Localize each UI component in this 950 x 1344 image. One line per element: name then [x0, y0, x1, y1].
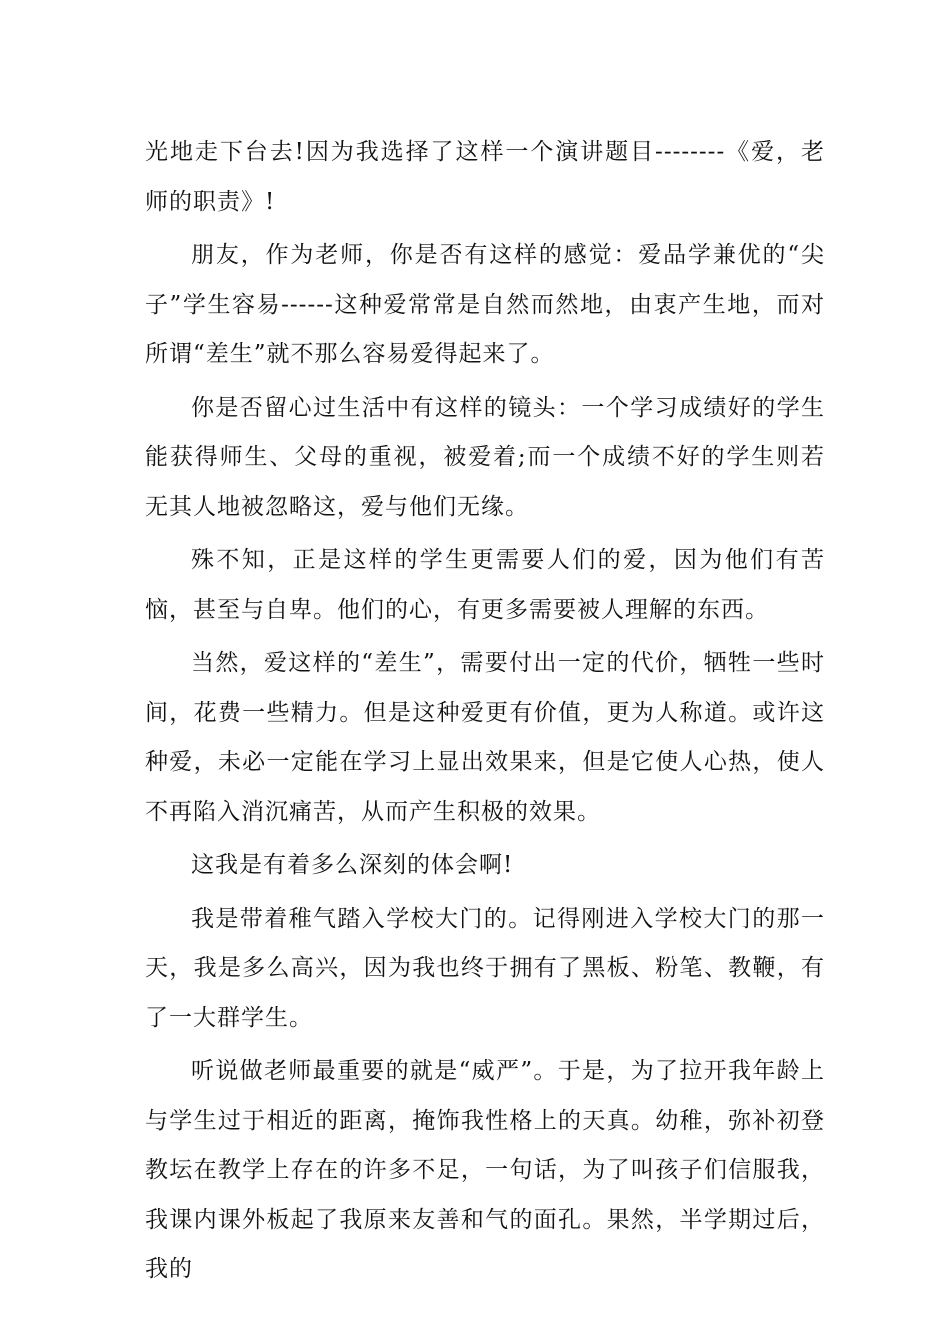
paragraph: 我是带着稚气踏入学校大门的。记得刚进入学校大门的那一天，我是多么高兴，因为我也终于拥有了黑板、粉笔、教鞭，有了一大群学生。: [145, 905, 825, 1031]
paragraph: 朋友，作为老师，你是否有这样的感觉：爱品学兼优的“尖子”学生容易------这种爱常常是自然而然地，由衷产生地，而对所谓“差生”就不那么容易爱得起来了。: [145, 242, 825, 367]
document-body: [145, 128, 825, 1299]
paragraph: 这我是有着多么深刻的体会啊!: [191, 852, 514, 878]
paragraph: 你是否留心过生活中有这样的镜头：一个学习成绩好的学生能获得师生、父母的重视，被爱着;而一个成绩不好的学生则若无其人地被忽略这，爱与他们无缘。: [145, 394, 825, 520]
paragraph: 听说做老师最重要的就是“威严”。于是，为了拉开我年龄上与学生过于相近的距离，掩饰我性格上的天真。幼稚，弥补初登教坛在教学上存在的许多不足，一句话，为了叫孩子们信服我，我课内课外板起了我原来友善和气的面孔。果然，半学期过后，我的: [145, 1058, 825, 1282]
paragraph: 当然，爱这样的“差生”，需要付出一定的代价，牺牲一些时间，花费一些精力。但是这种爱更有价值，更为人称道。或许这种爱，未必一定能在学习上显出效果来，但是它使人心热，使人不再陷入消沉痛苦，从而产生积极的效果。: [145, 650, 825, 825]
paragraph: 光地走下台去!因为我选择了这样一个演讲题目--------《爱，老师的职责》!: [145, 139, 825, 215]
paragraph: 殊不知，正是这样的学生更需要人们的爱，因为他们有苦恼，甚至与自卑。他们的心，有更多需要被人理解的东西。: [145, 547, 825, 623]
